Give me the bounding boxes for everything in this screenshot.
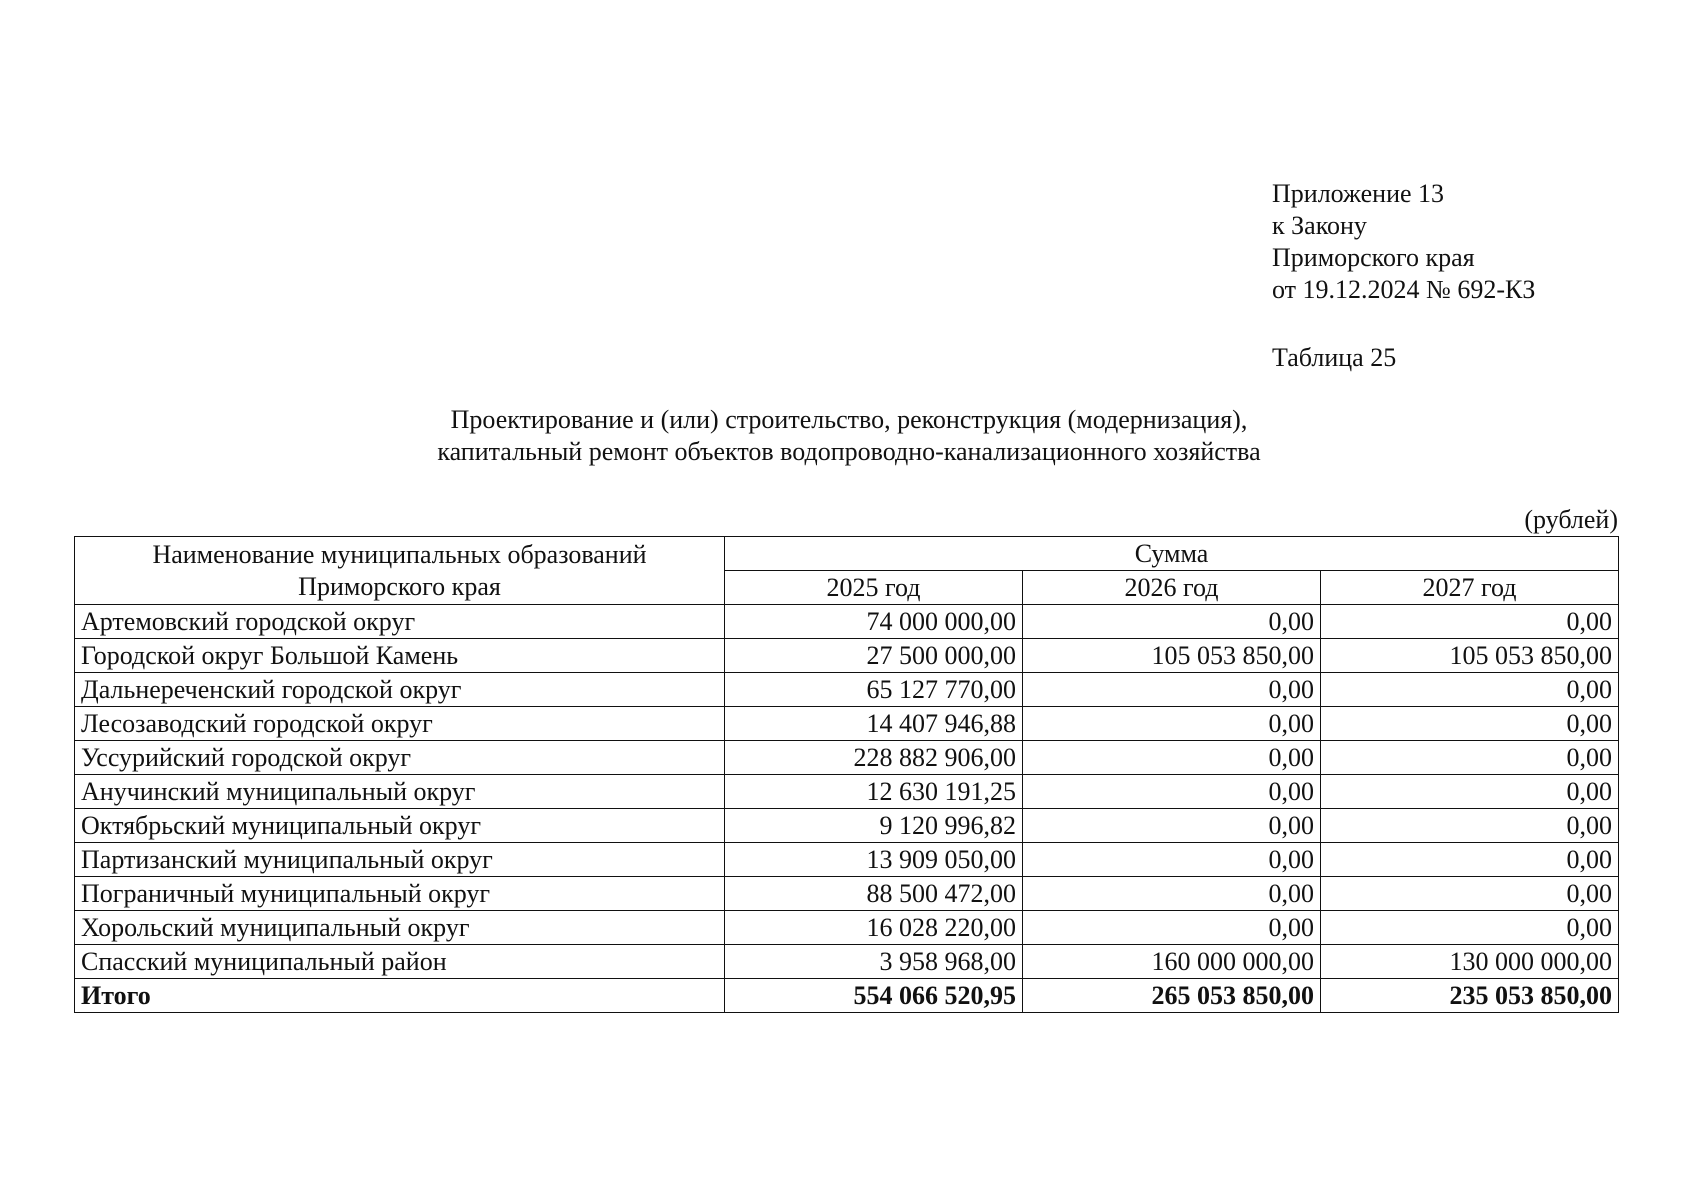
amount-2026: 0,00 bbox=[1023, 775, 1321, 809]
amount-2026: 0,00 bbox=[1023, 843, 1321, 877]
total-row bbox=[75, 979, 1619, 1013]
header-municipality-line: Наименование муниципальных образований bbox=[152, 539, 647, 569]
total-2026: 265 053 850,00 bbox=[1023, 979, 1321, 1013]
amount-2025: 3 958 968,00 bbox=[725, 945, 1023, 979]
appendix-line: от 19.12.2024 № 692-КЗ bbox=[1272, 275, 1536, 304]
amount-2026: 160 000 000,00 bbox=[1023, 945, 1321, 979]
municipality-name: Партизанский муниципальный округ bbox=[75, 843, 725, 877]
municipality-name: Анучинский муниципальный округ bbox=[75, 775, 725, 809]
table-row bbox=[75, 707, 1619, 741]
amount-2027: 0,00 bbox=[1321, 877, 1619, 911]
header-sum: Сумма bbox=[725, 537, 1619, 571]
amount-2027: 0,00 bbox=[1321, 911, 1619, 945]
amount-2025: 88 500 472,00 bbox=[725, 877, 1023, 911]
municipality-name: Лесозаводский городской округ bbox=[75, 707, 725, 741]
header-row bbox=[75, 537, 1619, 571]
amount-2026: 0,00 bbox=[1023, 809, 1321, 843]
municipality-name: Уссурийский городской округ bbox=[75, 741, 725, 775]
appendix-reference bbox=[1272, 178, 1535, 306]
amount-2025: 14 407 946,88 bbox=[725, 707, 1023, 741]
amount-2026: 105 053 850,00 bbox=[1023, 639, 1321, 673]
table-row bbox=[75, 843, 1619, 877]
header-year-2027: 2027 год bbox=[1321, 571, 1619, 605]
table-row bbox=[75, 673, 1619, 707]
municipality-name: Артемовский городской округ bbox=[75, 605, 725, 639]
amount-2025: 228 882 906,00 bbox=[725, 741, 1023, 775]
total-2027: 235 053 850,00 bbox=[1321, 979, 1619, 1013]
amount-2026: 0,00 bbox=[1023, 741, 1321, 775]
amount-2025: 12 630 191,25 bbox=[725, 775, 1023, 809]
amount-2027: 0,00 bbox=[1321, 605, 1619, 639]
amount-2027: 0,00 bbox=[1321, 707, 1619, 741]
amount-2027: 0,00 bbox=[1321, 843, 1619, 877]
appendix-line: Приморского края bbox=[1272, 243, 1475, 272]
amount-2027: 0,00 bbox=[1321, 741, 1619, 775]
municipality-name: Спасский муниципальный район bbox=[75, 945, 725, 979]
appendix-line: к Закону bbox=[1272, 211, 1367, 240]
table-body bbox=[75, 605, 1619, 1013]
amount-2026: 0,00 bbox=[1023, 605, 1321, 639]
amount-2025: 65 127 770,00 bbox=[725, 673, 1023, 707]
amount-2025: 16 028 220,00 bbox=[725, 911, 1023, 945]
municipality-name: Хорольский муниципальный округ bbox=[75, 911, 725, 945]
table-row bbox=[75, 911, 1619, 945]
municipality-name: Октябрьский муниципальный округ bbox=[75, 809, 725, 843]
table-row bbox=[75, 945, 1619, 979]
amount-2027: 0,00 bbox=[1321, 673, 1619, 707]
amount-2026: 0,00 bbox=[1023, 673, 1321, 707]
amount-2027: 130 000 000,00 bbox=[1321, 945, 1619, 979]
total-2025: 554 066 520,95 bbox=[725, 979, 1023, 1013]
municipality-name: Городской округ Большой Камень bbox=[75, 639, 725, 673]
header-year-2026: 2026 год bbox=[1023, 571, 1321, 605]
header-municipality-line: Приморского края bbox=[298, 571, 501, 601]
amount-2026: 0,00 bbox=[1023, 877, 1321, 911]
table-row bbox=[75, 877, 1619, 911]
amount-2025: 13 909 050,00 bbox=[725, 843, 1023, 877]
table-row bbox=[75, 775, 1619, 809]
table-row bbox=[75, 809, 1619, 843]
document-title bbox=[0, 404, 1698, 468]
table-number: Таблица 25 bbox=[1272, 343, 1397, 372]
municipality-name: Дальнереченский городской округ bbox=[75, 673, 725, 707]
amount-2027: 0,00 bbox=[1321, 809, 1619, 843]
municipality-name: Пограничный муниципальный округ bbox=[75, 877, 725, 911]
units-label: (рублей) bbox=[1524, 505, 1618, 534]
table-row bbox=[75, 741, 1619, 775]
header-municipality bbox=[75, 537, 725, 605]
table-row bbox=[75, 639, 1619, 673]
amount-2025: 9 120 996,82 bbox=[725, 809, 1023, 843]
amount-2026: 0,00 bbox=[1023, 911, 1321, 945]
title-line: Проектирование и (или) строительство, реконструкция (модернизация), bbox=[450, 405, 1248, 434]
appendix-line: Приложение 13 bbox=[1272, 179, 1445, 208]
amount-2025: 27 500 000,00 bbox=[725, 639, 1023, 673]
table-row bbox=[75, 605, 1619, 639]
amount-2027: 0,00 bbox=[1321, 775, 1619, 809]
title-line: капитальный ремонт объектов водопроводно-канализационного хозяйства bbox=[437, 437, 1261, 466]
header-year-2025: 2025 год bbox=[725, 571, 1023, 605]
amount-2026: 0,00 bbox=[1023, 707, 1321, 741]
funding-table bbox=[74, 536, 1619, 1013]
amount-2027: 105 053 850,00 bbox=[1321, 639, 1619, 673]
total-label: Итого bbox=[75, 979, 725, 1013]
amount-2025: 74 000 000,00 bbox=[725, 605, 1023, 639]
